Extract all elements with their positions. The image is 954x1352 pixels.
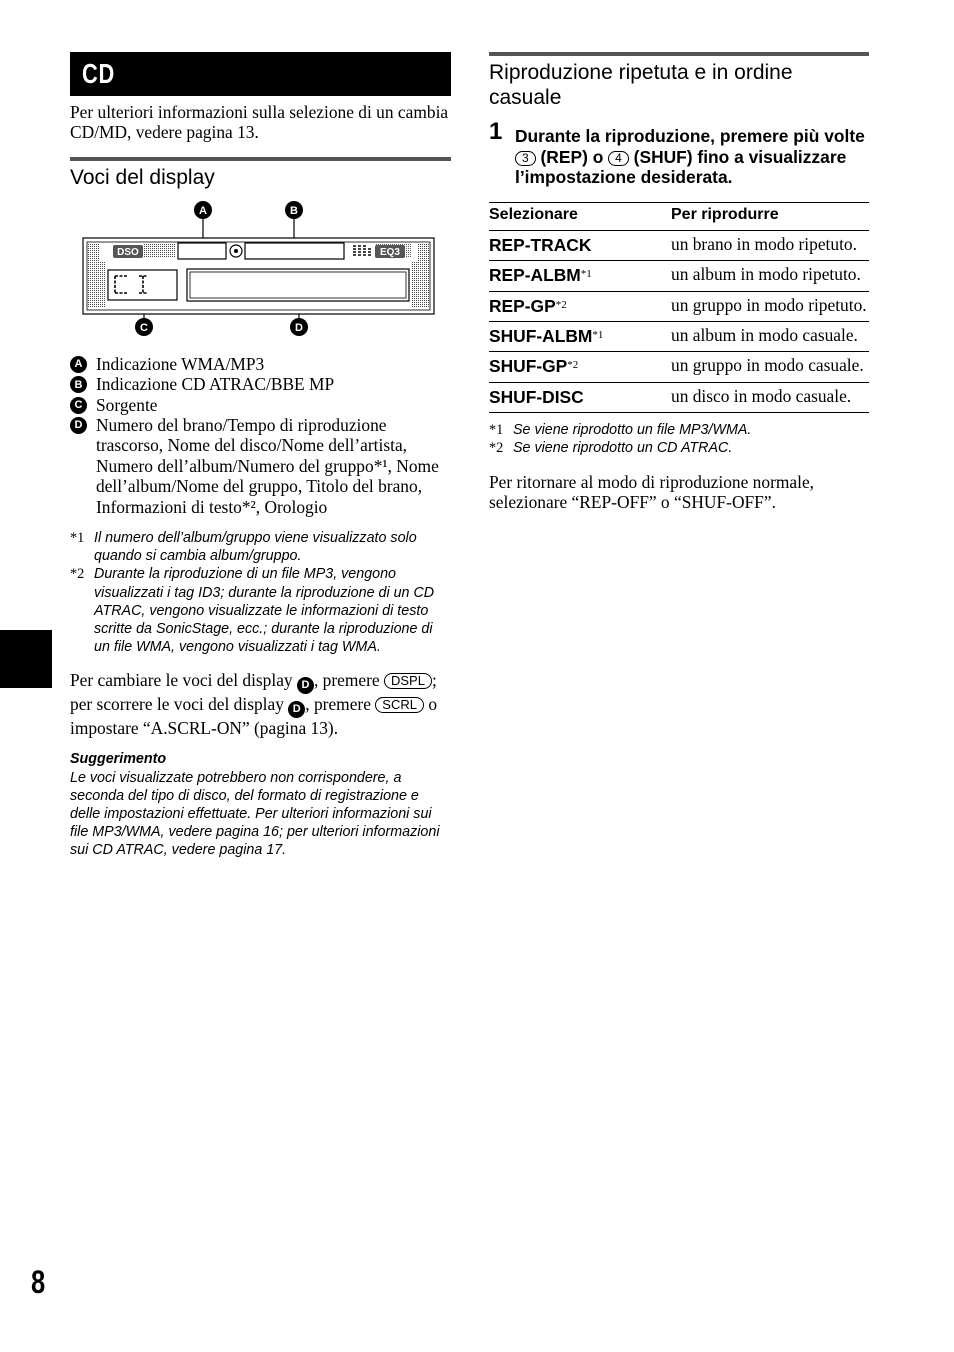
table-row (489, 322, 869, 352)
callout-a-label: A (199, 204, 207, 217)
legend-text: Indicazione WMA/MP3 (96, 353, 265, 374)
callout-b-label: B (290, 204, 298, 217)
text-fragment: o impostare “A.SCRL-ON” (pagina 13). (70, 694, 438, 738)
callout-d-label: D (295, 321, 303, 334)
step-1 (489, 118, 869, 188)
footnote-mark: *1 (70, 530, 85, 547)
desc-cell: un brano in modo ripetuto. (671, 230, 869, 260)
select-cell (489, 230, 671, 260)
select-value: SHUF-GP (489, 356, 568, 377)
desc-cell: un disco in modo casuale. (671, 382, 869, 412)
callout-b-icon: B (70, 376, 87, 393)
legend-text: Indicazione CD ATRAC/BBE MP (96, 374, 335, 395)
select-cell (489, 291, 671, 321)
shuf-key: 4 (608, 151, 629, 166)
track-info-field (187, 269, 409, 301)
table-row (489, 261, 869, 291)
dso-label: DSO (117, 246, 139, 258)
legend-text: Numero del brano/Tempo di riproduzione trascorso, Nome del disco/Nome dell’artista, Numero dell’album/Numero del gruppo*¹, Nome dell’album/Nome del gruppo, Titolo del brano, Informazioni di testo*², Orologio (96, 415, 439, 517)
footnote-2 (70, 565, 451, 656)
table-row (489, 230, 869, 260)
legend-text: Sorgente (96, 394, 158, 415)
rep-key: 3 (515, 151, 536, 166)
footnote-ref: *1 (580, 268, 592, 281)
repeat-footnotes (489, 421, 869, 457)
section-title-bar (70, 52, 451, 96)
chapter-tab (0, 630, 52, 688)
table-row (489, 382, 869, 412)
divider (70, 157, 451, 161)
step-text: Durante la riproduzione, premere più volte (515, 126, 865, 146)
callout-d-icon: D (70, 417, 87, 434)
text-fragment: , premere (305, 694, 376, 715)
footnote-mark: *2 (70, 566, 85, 583)
footnote-text: Se viene riprodotto un file MP3/WMA. (513, 422, 752, 439)
text-fragment: ; per scorrere le voci del display (70, 670, 437, 715)
footnote-ref: *1 (592, 329, 604, 341)
desc-cell: un album in modo ripetuto. (671, 261, 869, 291)
tip-title: Suggerimento (70, 751, 167, 768)
select-value: REP-GP (489, 295, 556, 316)
display-heading: Voci del display (70, 165, 215, 189)
repeat-heading: Riproduzione ripetuta e in ordine casuale (489, 61, 793, 109)
select-value: REP-ALBM (489, 265, 581, 286)
column-header-select: Selezionare (489, 202, 671, 230)
desc-cell: un gruppo in modo casuale. (671, 352, 869, 382)
desc-cell: un gruppo in modo ripetuto. (671, 291, 869, 321)
step-text: (SHUF) fino a visualizzare l’impostazione desiderata. (515, 146, 847, 188)
select-value: REP-TRACK (489, 234, 592, 255)
right-column (489, 52, 869, 512)
footnote-1 (70, 529, 451, 565)
legend-item-c (70, 395, 451, 415)
select-value: SHUF-DISC (489, 386, 584, 407)
legend-item-a (70, 354, 451, 374)
left-column (70, 52, 451, 860)
callout-d-icon: D (288, 701, 305, 718)
wma-mp3-indicator (178, 243, 226, 259)
footnote-mark: *2 (489, 440, 504, 457)
callout-d-icon: D (297, 677, 314, 694)
step-number: 1 (489, 118, 503, 145)
footnote-ref: *2 (555, 298, 567, 311)
select-value: SHUF-ALBM (489, 326, 593, 346)
callout-c-label: C (140, 321, 148, 334)
dspl-key: DSPL (384, 673, 432, 689)
tip-box (70, 750, 451, 859)
select-cell (489, 261, 671, 291)
callout-c-icon: C (70, 397, 87, 414)
display-legend (70, 354, 451, 517)
select-cell (489, 382, 671, 412)
atrac-bbe-indicator (245, 243, 344, 259)
select-cell (489, 352, 671, 382)
footnote-2 (489, 439, 869, 457)
step-text: (REP) o (535, 146, 609, 167)
scrl-key: SCRL (375, 697, 424, 713)
footnote-text: Se viene riprodotto un CD ATRAC. (513, 440, 733, 457)
column-header-play: Per riprodurre (671, 202, 869, 230)
footnote-mark: *1 (489, 422, 504, 439)
page-number: 8 (31, 1264, 46, 1300)
footnote-1 (489, 421, 869, 439)
footnote-text: Durante la riproduzione di un file MP3, vengono visualizzati i tag ID3; durante la riproduzione di un CD ATRAC, vengono visualizzate le informazioni di testo scritte da SonicStage, ecc.; durante la riproduzione di un file WMA, vengono visualizzati i tag WMA. (94, 566, 435, 656)
legend-item-b (70, 374, 451, 394)
table-row (489, 352, 869, 382)
tip-text: Le voci visualizzate potrebbero non corrispondere, a seconda del tipo di disco, del formato di registrazione e delle impostazioni effettuate. Per ulteriori informazioni sui file MP3/WMA, vedere pagina 16; per ulteriori informazioni sui CD ATRAC, vedere pagina 17. (70, 769, 440, 859)
callout-a-icon: A (70, 356, 87, 373)
eq3-label: EQ3 (379, 246, 401, 258)
footnote-text: Il numero dell’album/gruppo viene visualizzato solo quando si cambia album/gruppo. (94, 530, 417, 565)
repeat-table (489, 202, 869, 413)
closing-text: Per ritornare al modo di riproduzione normale, selezionare “REP-OFF” o “SHUF-OFF”. (489, 471, 815, 513)
section-title: CD (82, 58, 116, 89)
display-diagram (70, 196, 451, 342)
display-footnotes (70, 529, 451, 656)
select-cell (489, 322, 671, 352)
change-display-text (70, 670, 451, 738)
footnote-ref: *2 (567, 359, 579, 372)
legend-item-d (70, 415, 451, 517)
text-fragment: Per cambiare le voci del display (70, 670, 297, 691)
display-diagram-svg (70, 196, 451, 342)
desc-cell: un album in modo casuale. (671, 322, 869, 352)
divider (489, 52, 869, 56)
table-row (489, 291, 869, 321)
intro-text: Per ulteriori informazioni sulla selezione di un cambia CD/MD, vedere pagina 13. (70, 102, 449, 143)
text-fragment: , premere (313, 670, 384, 691)
